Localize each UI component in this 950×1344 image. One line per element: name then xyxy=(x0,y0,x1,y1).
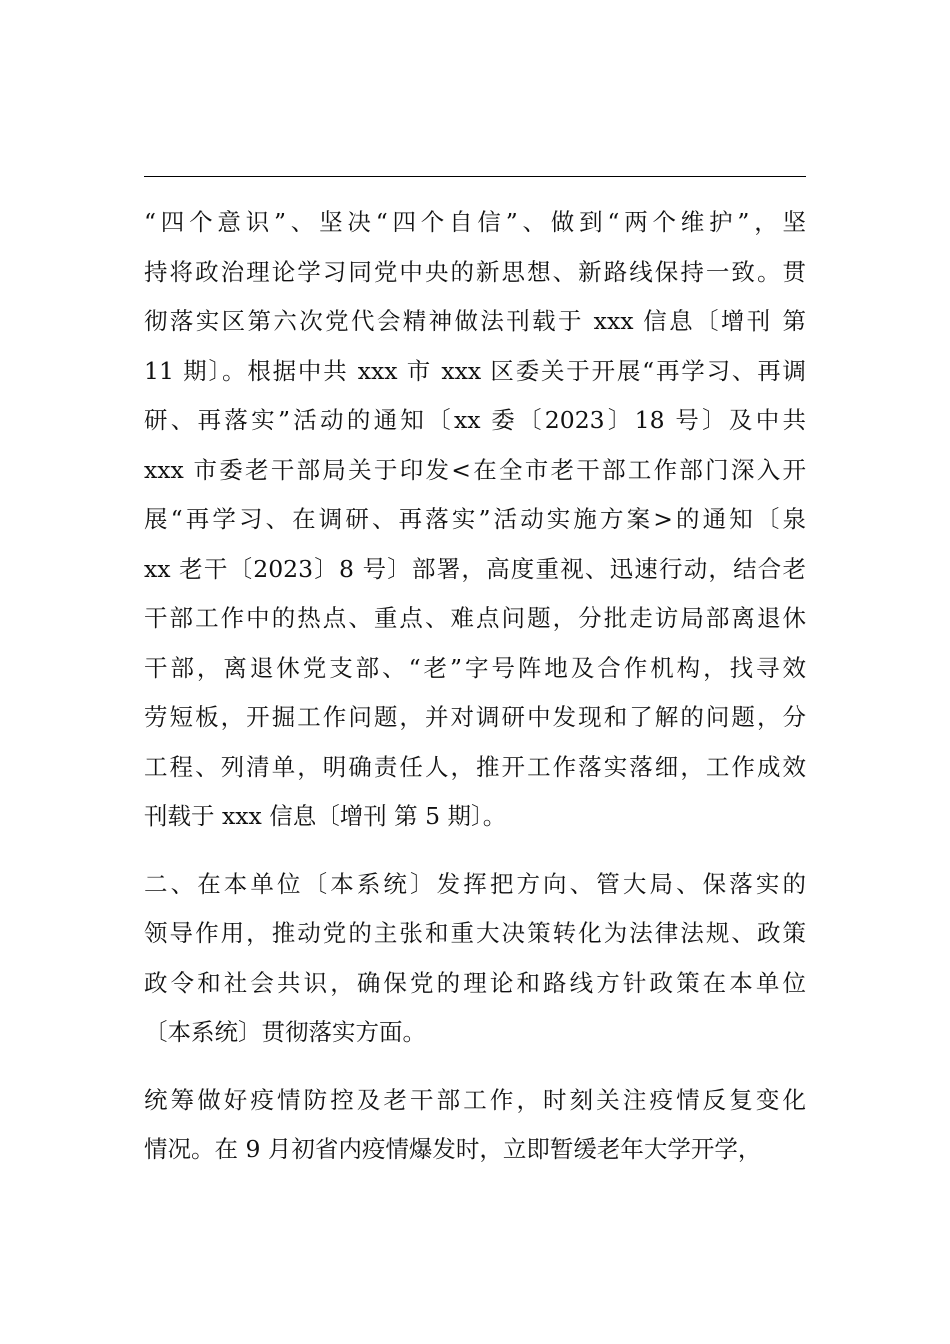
paragraph-2 xyxy=(144,860,806,1058)
text-line: 劳短板，开掘工作问题，并对调研中发现和了解的问题，分 xyxy=(144,703,806,731)
text-line: 政令和社会共识，确保党的理论和路线方针政策在本单位 xyxy=(144,968,806,997)
paragraph-spacer xyxy=(144,1058,806,1076)
text-line: 领导作用，推动党的主张和重大决策转化为法律法规、政策 xyxy=(144,919,806,947)
text-line: 工程、列清单，明确责任人，推开工作落实落细，工作成效 xyxy=(144,752,806,781)
text-line: 持将政治理论学习同党中央的新思想、新路线保持一致。贯 xyxy=(144,257,806,286)
header-rule xyxy=(144,176,806,177)
text-line: 彻落实区第六次党代会精神做法刊载于 xxx 信息〔增刊 第 xyxy=(144,307,806,335)
text-line: 情况。在 9 月初省内疫情爆发时，立即暂缓老年大学开学， xyxy=(144,1135,762,1163)
text-line: 〔本系统〕贯彻落实方面。 xyxy=(144,1018,426,1046)
text-line: 11 期〕。根据中共 xxx 市 xxx 区委关于开展“再学习、再调 xyxy=(144,356,806,385)
text-line: xx 老干〔2023〕8 号〕部署，高度重视、迅速行动，结合老 xyxy=(144,554,806,583)
paragraph-spacer xyxy=(144,842,806,860)
text-line: 展“再学习、在调研、再落实”活动实施方案>的通知〔泉 xyxy=(144,505,806,533)
text-line: “四个意识”、坚决“四个自信”、做到“两个维护”，坚 xyxy=(144,208,806,236)
text-line: 干部工作中的热点、重点、难点问题，分批走访局部离退休 xyxy=(144,604,806,632)
body-text xyxy=(144,198,806,1175)
text-line: 统筹做好疫情防控及老干部工作，时刻关注疫情反复变化 xyxy=(144,1085,806,1114)
section-heading-line: 二、在本单位〔本系统〕发挥把方向、管大局、保落实的 xyxy=(144,869,806,898)
text-line: 干部，离退休党支部、“老”字号阵地及合作机构，找寻效 xyxy=(144,653,806,682)
paragraph-1 xyxy=(144,198,806,842)
paragraph-3 xyxy=(144,1076,806,1175)
text-line: xxx 市委老干部局关于印发<在全市老干部工作部门深入开 xyxy=(144,455,806,484)
text-line: 研、再落实”活动的通知〔xx 委〔2023〕18 号〕及中共 xyxy=(144,406,806,434)
text-line: 刊载于 xxx 信息〔增刊 第 5 期〕。 xyxy=(144,802,507,830)
